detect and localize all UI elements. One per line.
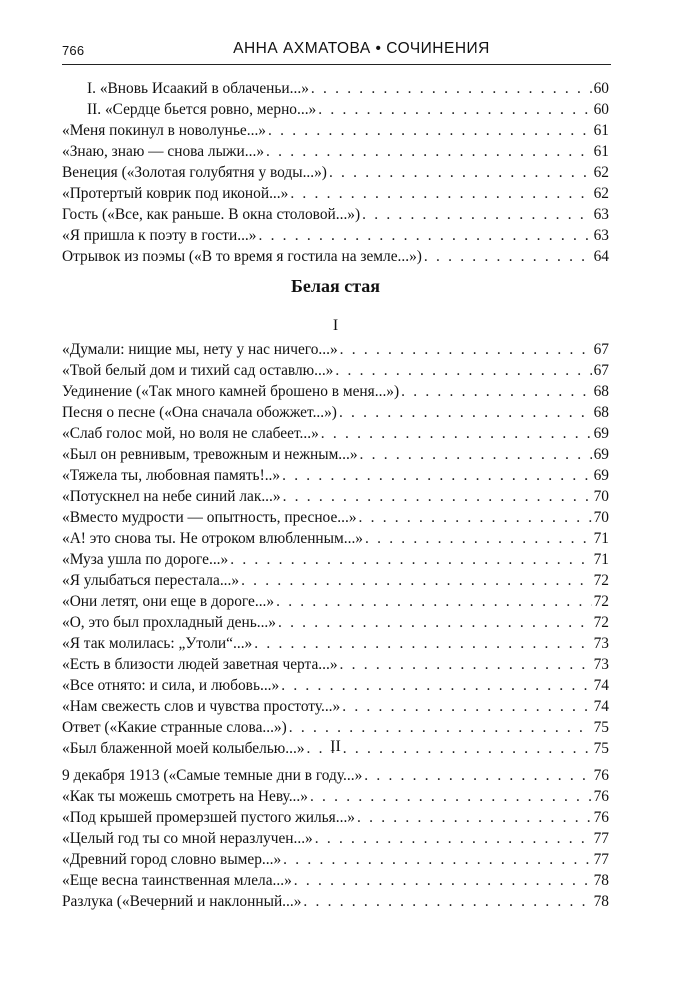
entry-page: 71 — [593, 530, 609, 547]
entry-page: 69 — [593, 425, 609, 442]
entry-title: Песня о песне («Она сначала обожжет...») — [62, 404, 337, 421]
entry-title: «Протертый коврик под иконой...» — [62, 185, 289, 202]
entry-page: 62 — [593, 164, 609, 181]
entry-page: 74 — [593, 698, 609, 715]
toc-entry — [62, 696, 609, 717]
dot-leader — [303, 891, 591, 912]
entry-page: 60 — [593, 101, 609, 118]
entry-title: «Потускнел на небе синий лак...» — [62, 488, 281, 505]
toc-entry — [62, 528, 609, 549]
dot-leader — [321, 423, 592, 444]
toc-entry — [62, 675, 609, 696]
dot-leader — [230, 549, 591, 570]
dot-leader — [342, 696, 591, 717]
entry-page: 67 — [593, 362, 609, 379]
toc-entry — [62, 141, 609, 162]
toc-part-1 — [62, 339, 609, 759]
entry-page: 72 — [593, 593, 609, 610]
toc-entry — [62, 591, 609, 612]
entry-title: I. «Вновь Исаакий в облаченьи...» — [87, 80, 309, 97]
dot-leader — [357, 807, 592, 828]
entry-page: 76 — [593, 809, 609, 826]
entry-page: 60 — [593, 80, 609, 97]
toc-entry — [62, 204, 609, 225]
dot-leader — [294, 870, 592, 891]
toc-entry — [62, 78, 609, 99]
toc-entry — [62, 183, 609, 204]
entry-title: «Твой белый дом и тихий сад оставлю...» — [62, 362, 334, 379]
toc-entry — [62, 549, 609, 570]
dot-leader — [340, 339, 592, 360]
part-heading-1: I — [332, 317, 339, 334]
toc-entry — [62, 765, 609, 786]
dot-leader — [281, 675, 591, 696]
entry-page: 71 — [593, 551, 609, 568]
dot-leader — [283, 486, 592, 507]
dot-leader — [278, 612, 592, 633]
dot-leader — [329, 162, 592, 183]
entry-page: 61 — [593, 122, 609, 139]
entry-title: Отрывок из поэмы («В то время я гостила на земле...») — [62, 248, 422, 265]
toc-entry — [62, 162, 609, 183]
entry-title: «Все отнято: и сила, и любовь...» — [62, 677, 280, 694]
entry-title: Разлука («Вечерний и наклонный...» — [62, 893, 302, 910]
entry-title: «Я так молилась: „Утоли“...» — [62, 635, 253, 652]
toc-entry — [62, 360, 609, 381]
entry-page: 76 — [593, 788, 609, 805]
entry-page: 70 — [593, 509, 609, 526]
entry-title: «Как ты можешь смотреть на Неву...» — [62, 788, 308, 805]
dot-leader — [283, 849, 591, 870]
dot-leader — [424, 246, 592, 267]
dot-leader — [318, 99, 591, 120]
dot-leader — [276, 591, 592, 612]
entry-title: «Муза ушла по дороге...» — [62, 551, 229, 568]
dot-leader — [315, 828, 592, 849]
dot-leader — [359, 507, 592, 528]
entry-title: «Тяжела ты, любовная память!..» — [62, 467, 281, 484]
entry-page: 77 — [593, 851, 609, 868]
entry-page: 63 — [593, 206, 609, 223]
entry-page: 61 — [593, 143, 609, 160]
entry-page: 62 — [593, 185, 609, 202]
entry-title: «Меня покинул в новолунье...» — [62, 122, 267, 139]
toc-entry — [62, 381, 609, 402]
dot-leader — [365, 528, 592, 549]
dot-leader — [241, 570, 592, 591]
dot-leader — [282, 465, 592, 486]
toc-entry — [62, 612, 609, 633]
dot-leader — [340, 654, 592, 675]
entry-title: Ответ («Какие странные слова...») — [62, 719, 287, 736]
entry-page: 73 — [593, 656, 609, 673]
toc-entry — [62, 570, 609, 591]
entry-page: 63 — [593, 227, 609, 244]
entry-title: «Думали: нищие мы, нету у нас ничего...» — [62, 341, 338, 358]
dot-leader — [268, 120, 592, 141]
toc-entry — [62, 786, 609, 807]
toc-entry — [62, 225, 609, 246]
entry-page: 78 — [593, 893, 609, 910]
entry-page: 70 — [593, 488, 609, 505]
entry-page: 78 — [593, 872, 609, 889]
entry-title: «Нам свежесть слов и чувства простоту...» — [62, 698, 341, 715]
entry-title: «Еще весна таинственная млела...» — [62, 872, 292, 889]
entry-page: 69 — [593, 446, 609, 463]
dot-leader — [335, 360, 591, 381]
toc-entry — [62, 507, 609, 528]
entry-title: Гость («Все, как раньше. В окна столовой...») — [62, 206, 361, 223]
page-number: 766 — [62, 43, 85, 58]
entry-title: «Был он ревнивым, тревожным и нежным...» — [62, 446, 358, 463]
dot-leader — [311, 78, 592, 99]
entry-title: «Древний город словно вымер...» — [62, 851, 282, 868]
entry-title: «Они летят, они еще в дороге...» — [62, 593, 275, 610]
dot-leader — [339, 402, 592, 423]
entry-title: «Под крышей промерзшей пустого жилья...» — [62, 809, 355, 826]
toc-entry — [62, 486, 609, 507]
entry-page: 76 — [593, 767, 609, 784]
toc-entry — [62, 402, 609, 423]
toc-entry — [62, 99, 609, 120]
entry-title: «Есть в близости людей заветная черта...» — [62, 656, 338, 673]
section-title: Белая стая — [290, 276, 380, 296]
dot-leader — [362, 204, 591, 225]
dot-leader — [290, 183, 591, 204]
entry-title: «Вместо мудрости — опытность, пресное...» — [62, 509, 357, 526]
dot-leader — [310, 786, 592, 807]
entry-page: 72 — [593, 614, 609, 631]
toc-entry — [62, 717, 609, 738]
entry-title: «Я улыбаться перестала...» — [62, 572, 240, 589]
entry-title: «А! это снова ты. Не отроком влюбленным...» — [62, 530, 363, 547]
toc-entry — [62, 891, 609, 912]
entry-title: «О, это был прохладный день...» — [62, 614, 276, 631]
entry-page: 73 — [593, 635, 609, 652]
dot-leader — [258, 225, 591, 246]
toc-entry — [62, 423, 609, 444]
entry-page: 74 — [593, 677, 609, 694]
toc-entry — [62, 828, 609, 849]
toc-entry — [62, 444, 609, 465]
dot-leader — [360, 444, 592, 465]
toc-entry — [62, 339, 609, 360]
entry-page: 67 — [593, 341, 609, 358]
entry-page: 64 — [593, 248, 609, 265]
dot-leader — [289, 717, 592, 738]
entry-title: II. «Сердце бьется ровно, мерно...» — [87, 101, 317, 118]
entry-page: 77 — [593, 830, 609, 847]
entry-page: 75 — [593, 719, 609, 736]
toc-entry — [62, 120, 609, 141]
part-heading-2: II — [330, 738, 341, 755]
toc-entry — [62, 654, 609, 675]
dot-leader — [401, 381, 591, 402]
dot-leader — [254, 633, 591, 654]
toc-entry — [62, 246, 609, 267]
entry-page: 75 — [593, 740, 609, 757]
page-header — [62, 38, 611, 65]
toc-entry — [62, 849, 609, 870]
entry-page: 69 — [593, 467, 609, 484]
entry-title: Уединение («Так много камней брошено в меня...») — [62, 383, 400, 400]
toc-entry — [62, 807, 609, 828]
entry-title: «Я пришла к поэту в гости...» — [62, 227, 257, 244]
toc-entry — [62, 870, 609, 891]
entry-title: Венеция («Золотая голубятня у воды...») — [62, 164, 327, 181]
toc-group-1 — [62, 78, 609, 267]
entry-page: 68 — [593, 404, 609, 421]
toc-entry — [62, 633, 609, 654]
dot-leader — [266, 141, 592, 162]
dot-leader — [364, 765, 591, 786]
entry-title: «Целый год ты со мной неразлучен...» — [62, 830, 313, 847]
entry-page: 68 — [593, 383, 609, 400]
entry-title: «Слаб голос мой, но воля не слабеет...» — [62, 425, 319, 442]
running-title: АННА АХМАТОВА • СОЧИНЕНИЯ — [233, 40, 490, 57]
entry-page: 72 — [593, 572, 609, 589]
toc-entry — [62, 465, 609, 486]
entry-title: «Был блаженной моей колыбелью...» — [62, 740, 305, 757]
entry-title: «Знаю, знаю — снова лыжи...» — [62, 143, 265, 160]
entry-title: 9 декабря 1913 («Самые темные дни в году...» — [62, 767, 363, 784]
toc-part-2 — [62, 765, 609, 912]
